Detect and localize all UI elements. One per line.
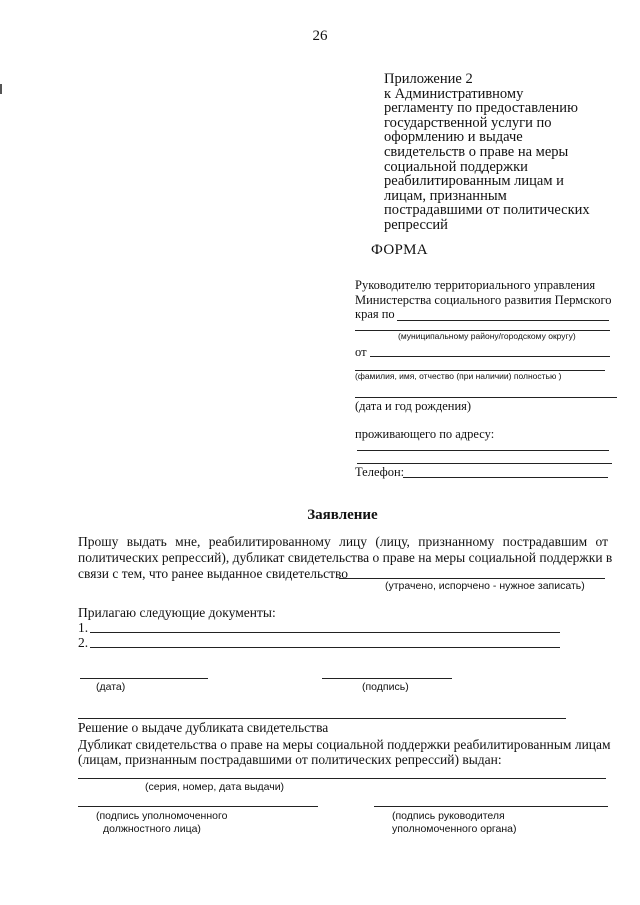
official-signature-field[interactable]: [78, 806, 318, 807]
phone-label: Телефон:: [355, 465, 405, 479]
document-item-2-number: 2.: [78, 635, 89, 650]
territory-field[interactable]: [397, 320, 609, 321]
applicant-name-field[interactable]: [370, 356, 610, 357]
section-divider: [78, 718, 566, 719]
page-number: 26: [312, 28, 328, 44]
appendix-line: регламенту по предоставлению: [384, 100, 578, 117]
decision-title: Решение о выдаче дубликата свидетельства: [78, 720, 329, 735]
series-caption: (серия, номер, дата выдачи): [145, 781, 285, 793]
addressee-line-2: Министерства социального развития Пермского: [355, 293, 612, 307]
head-signature-field[interactable]: [374, 806, 608, 807]
signature-caption: (подпись): [362, 681, 409, 693]
appendix-block: [384, 72, 624, 233]
addressee-line-3: края по: [355, 307, 395, 321]
birth-caption: (дата и год рождения): [355, 399, 472, 413]
date-field[interactable]: [80, 678, 208, 679]
appendix-line: лицам, признанным: [384, 187, 507, 204]
territory-caption: (муниципальному району/городскому округу): [398, 331, 576, 341]
document-item-1-number: 1.: [78, 620, 89, 635]
phone-field[interactable]: [403, 477, 608, 478]
name-caption: (фамилия, имя, отчество (при наличии) полностью ): [355, 371, 562, 381]
documents-label: Прилагаю следующие документы:: [78, 605, 276, 620]
form-label: ФОРМА: [371, 242, 428, 258]
scan-edge-mark: [0, 84, 2, 94]
address-label: проживающего по адресу:: [355, 427, 495, 441]
appendix-line: реабилитированным лицам и: [384, 173, 564, 190]
appendix-line: государственной услуги по: [384, 114, 552, 131]
series-field[interactable]: [78, 778, 606, 779]
statement-title: Заявление: [307, 507, 378, 523]
statement-line-2: политических репрессий), дубликат свидетельства о праве на меры социальной поддержки в: [78, 550, 613, 565]
official-caption-2: должностного лица): [103, 823, 201, 835]
appendix-line: репрессий: [384, 216, 448, 233]
head-caption-2: уполномоченного органа): [392, 823, 517, 835]
appendix-line: свидетельств о праве на меры: [384, 143, 569, 160]
appendix-line: к Административному: [384, 85, 524, 102]
decision-line-2: (лицам, признанным пострадавшими от политических репрессий) выдан:: [78, 752, 502, 767]
date-caption: (дата): [96, 681, 126, 693]
head-caption-1: (подпись руководителя: [392, 810, 505, 822]
address-field-2[interactable]: [357, 463, 612, 464]
reason-caption: (утрачено, испорчено - нужное записать): [385, 580, 585, 592]
statement-line-1: Прошу выдать мне, реабилитированному лицу (лицу, признанному пострадавшим от: [78, 534, 608, 549]
statement-line-3: связи с тем, что ранее выданное свидетельство: [78, 566, 349, 581]
reason-field[interactable]: [339, 578, 605, 579]
appendix-line: оформлению и выдаче: [384, 129, 523, 146]
address-field[interactable]: [357, 450, 609, 451]
signature-field[interactable]: [322, 678, 452, 679]
document-item-2-field[interactable]: [90, 647, 560, 648]
official-caption-1: (подпись уполномоченного: [96, 810, 228, 822]
addressee-line-1: Руководителю территориального управления: [355, 278, 596, 292]
birth-date-field[interactable]: [355, 397, 617, 398]
from-prefix: от: [355, 345, 367, 359]
document-item-1-field[interactable]: [90, 632, 560, 633]
appendix-line: пострадавшими от политических: [384, 202, 590, 219]
appendix-line: Приложение 2: [384, 71, 473, 87]
decision-line-1: Дубликат свидетельства о праве на меры социальной поддержки реабилитированным лицам: [78, 737, 611, 752]
appendix-line: социальной поддержки: [384, 158, 528, 175]
